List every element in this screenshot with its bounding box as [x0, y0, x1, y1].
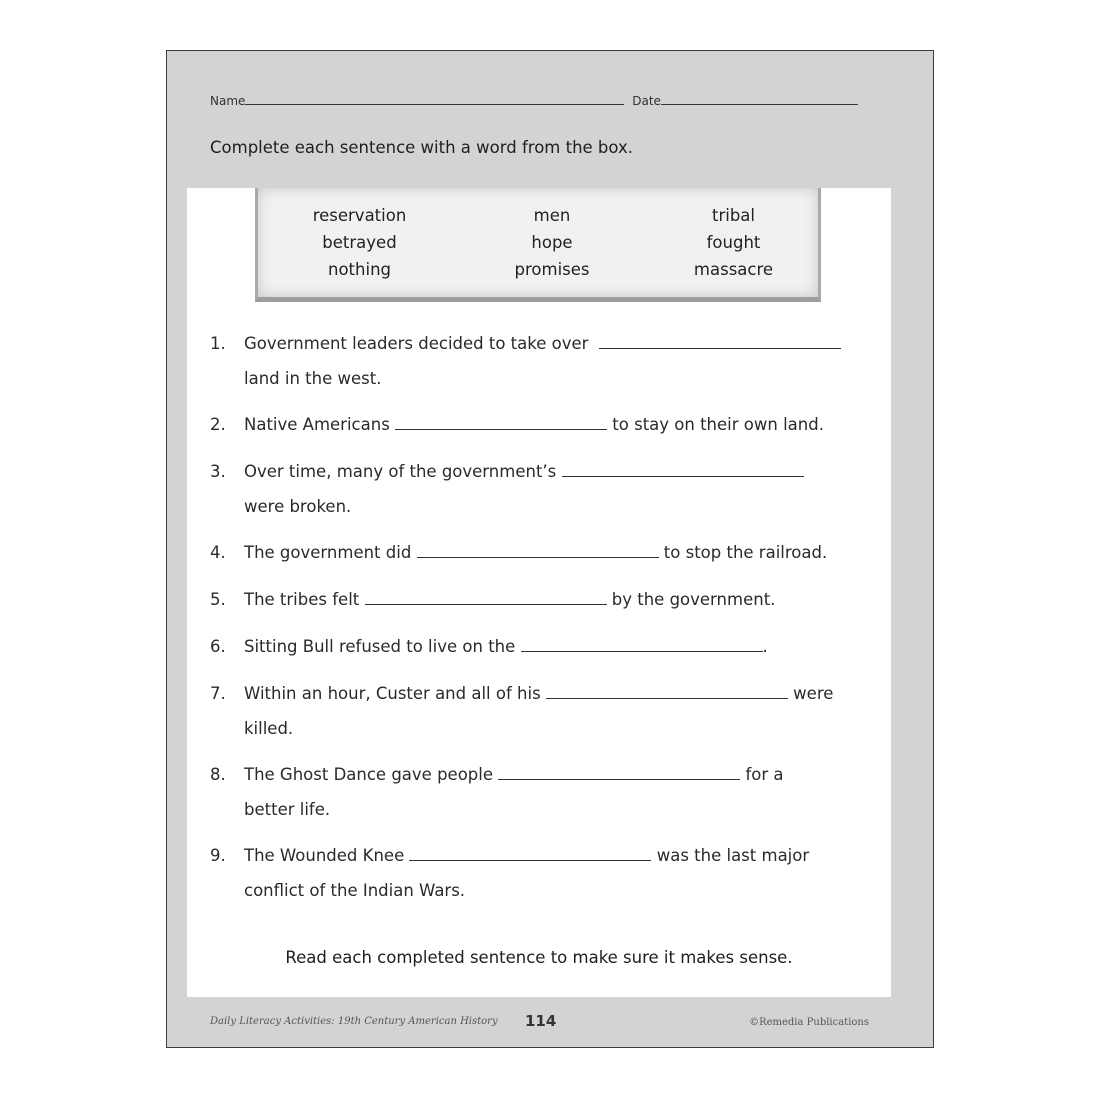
item-continuation: were broken.: [244, 497, 352, 516]
answer-blank[interactable]: [599, 333, 841, 349]
item-text: The government did: [244, 543, 412, 562]
answer-blank[interactable]: [365, 589, 607, 605]
item-number: 9.: [210, 846, 226, 865]
word-box-word: promises: [514, 260, 590, 279]
date-label: Date: [632, 94, 661, 108]
item-text: The Ghost Dance gave people: [244, 765, 493, 784]
sentence-item: [210, 461, 870, 518]
word-box-word: massacre: [693, 260, 774, 279]
name-date-row: [210, 94, 858, 108]
item-continuation: land in the west.: [244, 369, 382, 388]
item-text: Within an hour, Custer and all of his: [244, 684, 541, 703]
item-number: 6.: [210, 637, 226, 656]
name-line[interactable]: [245, 95, 624, 105]
item-text-after: was the last major: [656, 846, 810, 865]
word-box-word: fought: [706, 233, 761, 252]
item-continuation: better life.: [244, 800, 331, 819]
item-text-after: .: [762, 637, 768, 656]
sentence-item: [210, 764, 870, 821]
sentence-item: [210, 542, 870, 564]
item-text-after: were: [793, 684, 834, 703]
item-text: Native Americans: [244, 415, 390, 434]
item-text-after: to stop the railroad.: [663, 543, 828, 562]
sentence-list: [210, 333, 870, 902]
word-box: [255, 188, 821, 302]
sentence-item: [210, 414, 870, 436]
answer-blank[interactable]: [409, 845, 651, 861]
sentence-item: [210, 845, 870, 902]
worksheet-page: [166, 50, 934, 1048]
item-number: 8.: [210, 765, 226, 784]
item-number: 3.: [210, 462, 226, 481]
answer-blank[interactable]: [546, 683, 788, 699]
item-number: 1.: [210, 334, 226, 353]
exercise-panel: [187, 188, 891, 997]
item-number: 7.: [210, 684, 226, 703]
item-text-after: by the government.: [611, 590, 776, 609]
answer-blank[interactable]: [395, 414, 607, 430]
item-text: Over time, many of the government’s: [244, 462, 557, 481]
word-box-word: reservation: [312, 206, 407, 225]
sentence-item: [210, 683, 870, 740]
word-box-word: tribal: [711, 206, 755, 225]
name-label: Name: [210, 94, 246, 108]
word-box-word: betrayed: [322, 233, 397, 252]
reminder-text: Read each completed sentence to make sure it makes sense.: [285, 948, 793, 967]
answer-blank[interactable]: [417, 542, 659, 558]
item-text: The Wounded Knee: [244, 846, 405, 865]
item-text: Sitting Bull refused to live on the: [244, 637, 516, 656]
date-line[interactable]: [661, 95, 858, 105]
item-text-after: to stay on their own land.: [612, 415, 824, 434]
item-text: The tribes felt: [244, 590, 360, 609]
footer-copyright: ©Remedia Publications: [749, 1017, 869, 1028]
item-continuation: conflict of the Indian Wars.: [244, 881, 466, 900]
item-number: 2.: [210, 415, 226, 434]
instructions: Complete each sentence with a word from the box.: [210, 138, 633, 157]
page-number: 114: [525, 1012, 557, 1030]
item-continuation: killed.: [244, 719, 294, 738]
item-text-after: for a: [745, 765, 784, 784]
item-text: Government leaders decided to take over: [244, 334, 589, 353]
sentence-item: [210, 589, 870, 611]
sentence-item: [210, 333, 870, 390]
word-box-word: hope: [531, 233, 573, 252]
word-box-word: nothing: [328, 260, 391, 279]
answer-blank[interactable]: [498, 764, 740, 780]
answer-blank[interactable]: [562, 461, 804, 477]
footer-book-title: Daily Literacy Activities: 19th Century American History: [210, 1016, 498, 1027]
answer-blank[interactable]: [521, 636, 763, 652]
sentence-item: [210, 636, 870, 658]
word-grid: [258, 206, 818, 280]
word-box-word: men: [533, 206, 571, 225]
item-number: 5.: [210, 590, 226, 609]
item-number: 4.: [210, 543, 226, 562]
